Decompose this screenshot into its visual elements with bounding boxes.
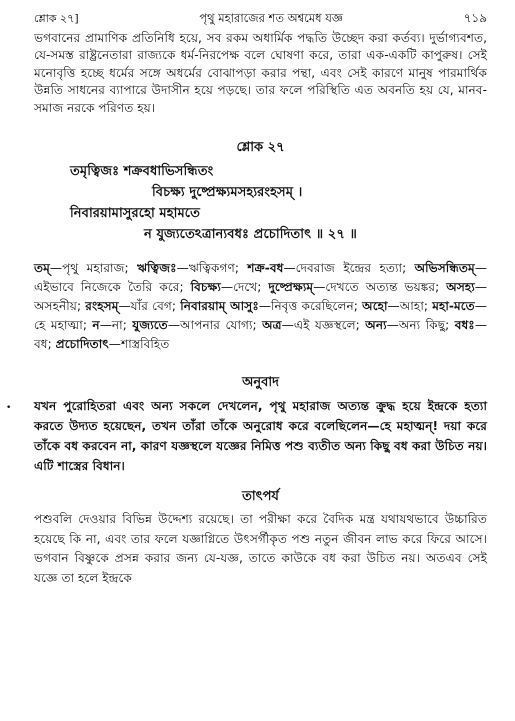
verse-line-1: তমৃত্বিজঃ শক্রবধাভিসন্ধিতং (70, 164, 214, 180)
header-page-number: ৭১৯ (463, 11, 487, 25)
synonym-word: শক্র-বধ (247, 261, 284, 276)
synonym-word: তম্ (34, 261, 50, 276)
synonym-meaning: —আপনার যোগ্য; (167, 318, 263, 333)
synonym-meaning: —শাস্ত্রবিহিত (108, 337, 170, 352)
synonym-meaning: —দেখে; (220, 280, 269, 295)
verse-line-3: নিবারয়ামাসুরহো মহামতে (70, 206, 201, 222)
header-chapter-title: পৃথু মহারাজের শত অশ্বমেধ যজ্ঞ (199, 11, 343, 25)
synonym-meaning: —যাঁর বেগ; (118, 299, 181, 314)
synonym-word: বিচক্ষ্য (190, 280, 221, 295)
synonyms-paragraph (34, 259, 487, 354)
synonym-meaning: —আহা; (387, 299, 433, 314)
translation-heading: অনুবাদ (242, 375, 279, 391)
header-verse-ref: শ্লোক ২৭] (34, 12, 79, 25)
synonym-meaning: —দেখতে অত্যন্ত ভয়ঙ্কর; (313, 280, 447, 295)
synonym-meaning: —না; (99, 318, 133, 333)
synonym-meaning: —অন্য কিছু; (386, 318, 455, 333)
intro-paragraph: ভগবানের প্রামাণিক প্রতিনিধি হয়ে, সব রকম অধার্মিক পদ্ধতি উচ্ছেদ করা কর্তব্য। দুর্ভাগ্যবশত, যে-সমস্ত রাষ্ট্রনেতারা রাজ্যকে ধর্ম-নিরপেক্ষ বলে ঘোষণা করে, তারা এক-একটি কাপুরুষ। সেই মনোবৃত্তি হচ্ছে ধর্মের সঙ্গে অধর্মের বোঝাপড়া করার পন্থা, এবং সেই কারণে মানুষ পারমার্থিক উন্নতি সাধনের ব্যাপারে উদাসীন হয়ে পড়ছে। তার ফলে পরিস্থিতি এত অবনতি হয় যে, মানব-সমাজ নরকে পরিণত হয়। (34, 31, 487, 115)
synonym-word: নিবারয়াম্ আসুঃ (180, 299, 259, 314)
synonym-word: অহো (362, 299, 388, 314)
synonym-word: ঋত্বিজঃ (136, 261, 177, 276)
synonym-word: অভিসন্ধিতম্ (414, 261, 475, 276)
verse-block (34, 139, 487, 245)
margin-dot: • (6, 403, 12, 413)
synonym-word: দুষ্প্রেক্ষ্যম্ (268, 280, 314, 295)
synonym-word: বধঃ (454, 318, 475, 333)
synonym-meaning: —এই যজ্ঞস্থলে; (281, 318, 366, 333)
translation-paragraph: যখন পুরোহিতরা এবং অন্য সকলে দেখলেন, পৃথু মহারাজ অত্যন্ত ক্রুদ্ধ হয়ে ইন্দ্রকে হত্যা করতে উদ্যত হয়েছেন, তখন তাঁরা তাঁকে অনুরোধ করে বলেছিলেন—হে মহাত্মন্! দয়া করে তাঁকে বধ করবেন না, কারণ যজ্ঞস্থলে যজ্ঞের নিমিত্ত পশু ব্যতীত অন্য কিছু বধ করা উচিত নয়। এটি শাস্ত্রের বিধান। (34, 399, 487, 474)
synonym-word: অসহ্য (446, 280, 475, 295)
verse-line-4: ন যুজ্যতেঽত্রান্যবধঃ প্রচোদিতাৎ ॥ ২৭ ॥ (144, 227, 358, 243)
purport-heading: তাৎপর্য (242, 489, 279, 505)
synonym-word: ন (92, 318, 100, 333)
synonym-meaning: —পৃথু মহারাজ; (49, 261, 137, 276)
synonym-meaning: —ঋত্বিকগণ; (176, 261, 248, 276)
page-header (34, 0, 487, 30)
synonym-meaning: —নিবৃত্ত করেছিলেন; (258, 299, 363, 314)
synonym-word: অত্র (262, 318, 282, 333)
synonym-meaning: —হে মহাত্মা; (34, 299, 487, 333)
synonym-word: যুজ্যতে (132, 318, 168, 333)
synonym-meaning: —দেবরাজ ইন্দ্রের হত্যা; (283, 261, 415, 276)
synonym-word: অন্য (365, 318, 387, 333)
purport-paragraph: পশুবলি দেওয়ার বিভিন্ন উদ্দেশ্য রয়েছে। তা পরীক্ষা করে বৈদিক মন্ত্র যথাযথভাবে উচ্চারিত হয়েছে কি না, এবং তার ফলে যজ্ঞাগ্নিতে উৎসর্গীকৃত পশু নতুন জীবন লাভ করে ফিরে আসে। ভগবান বিষ্ণুকে প্রসন্ন করার জন্য যে-যজ্ঞ, তাতে কাউকে বধ করা উচিত নয়। অতএব সেই যজ্ঞে তা হলে ইন্দ্রকে (34, 512, 487, 585)
synonym-meaning: —অসহনীয়; (34, 280, 488, 314)
synonym-meaning: —এইভাবে নিজেকে তৈরি করে; (34, 261, 487, 295)
synonym-word: প্রচোদিতাৎ (55, 337, 109, 352)
synonym-word: মহা-মতে (432, 299, 475, 314)
verse-line-2: বিচক্ষ্য দুষ্প্রেক্ষ্যমসহ্যরংহসম্ । (152, 185, 303, 201)
synonym-meaning: —বধ; (34, 318, 487, 352)
verse-title: শ্লোক ২৭ (236, 140, 285, 156)
synonym-word: রংহসম্ (85, 299, 119, 314)
